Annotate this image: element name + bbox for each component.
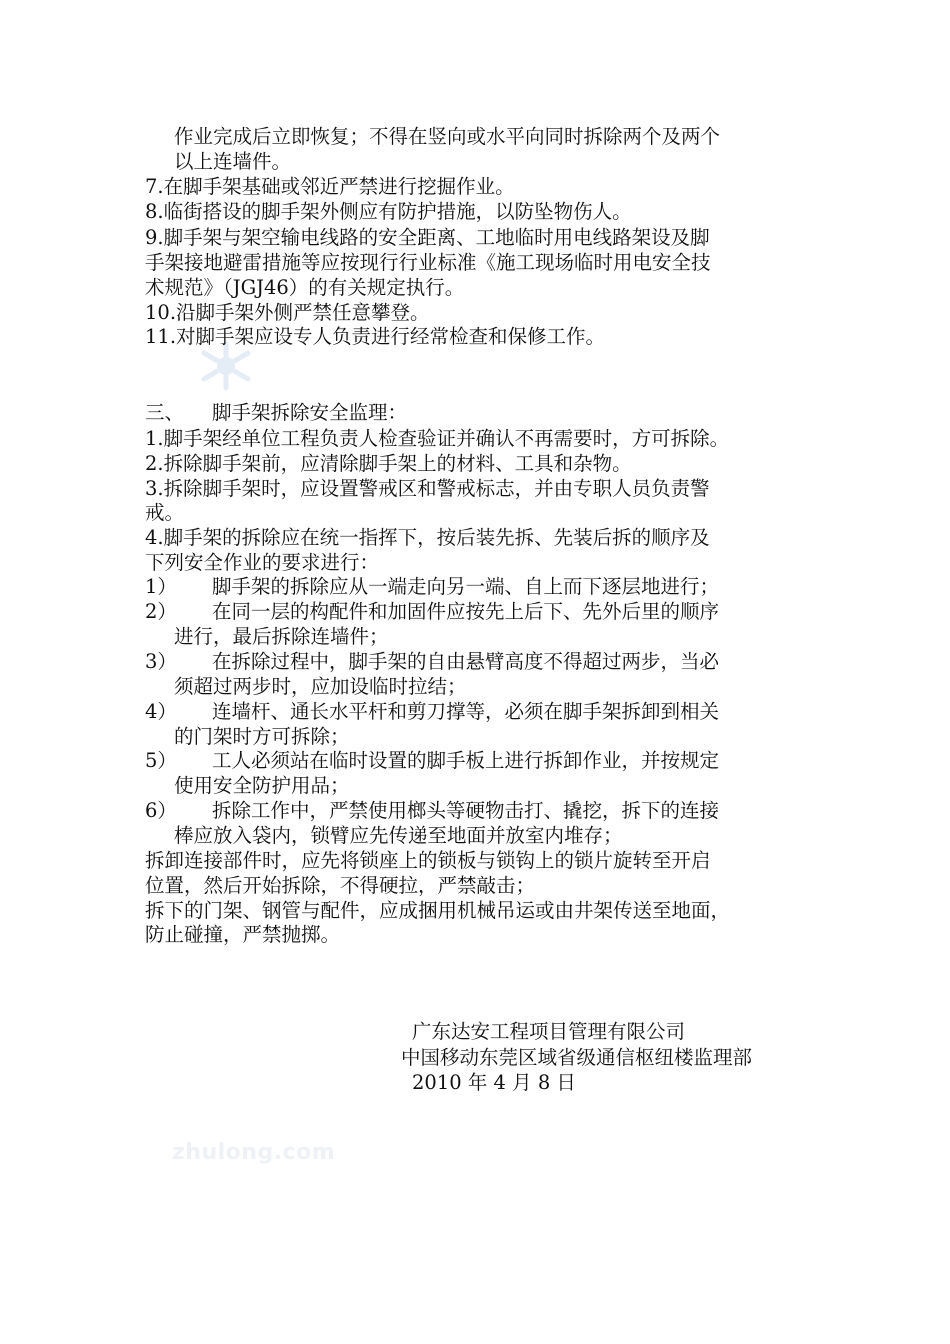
- text-line: 拆下的门架、钢管与配件，应成捆用机械吊运或由井架传送至地面，: [145, 899, 731, 922]
- sub-item-continuation: 须超过两步时，应加设临时拉结；: [174, 675, 467, 698]
- sub-item-continuation: 的门架时方可拆除；: [174, 725, 350, 748]
- list-item: 1.脚手架经单位工程负责人检查验证并确认不再需要时，方可拆除。: [145, 427, 730, 450]
- signature-date: 2010 年 4 月 8 日: [412, 1071, 576, 1094]
- list-item: 10.沿脚手架外侧严禁任意攀登。: [145, 301, 430, 324]
- sub-item: [145, 599, 719, 624]
- sub-item-number: 3）: [145, 650, 177, 673]
- list-item: 11.对脚手架应设专人负责进行经常检查和保修工作。: [145, 325, 606, 348]
- sub-item-number: 5）: [145, 749, 177, 772]
- sub-item-text: 连墙杆、通长水平杆和剪刀撑等，必须在脚手架拆卸到相关: [212, 700, 720, 723]
- sub-item: [145, 748, 719, 773]
- text-line: 手架接地避雷措施等应按现行行业标准《施工现场临时用电安全技: [145, 251, 711, 274]
- text-line: 防止碰撞，严禁抛掷。: [145, 923, 341, 946]
- text-line: 作业完成后立即恢复；不得在竖向或水平向同时拆除两个及两个: [174, 125, 721, 148]
- signature-company: 广东达安工程项目管理有限公司: [412, 1020, 686, 1043]
- sub-item-text: 拆除工作中，严禁使用榔头等硬物击打、撬挖，拆下的连接: [212, 799, 720, 822]
- sub-item-continuation: 使用安全防护用品；: [174, 774, 350, 797]
- sub-item-number: 4）: [145, 700, 177, 723]
- list-item: 8.临街搭设的脚手架外侧应有防护措施，以防坠物伤人。: [145, 200, 632, 223]
- sub-item-number: 6）: [145, 799, 177, 822]
- sub-item: [145, 798, 719, 823]
- section-heading: [145, 400, 407, 425]
- list-item: 2.拆除脚手架前，应清除脚手架上的材料、工具和杂物。: [145, 452, 632, 475]
- sub-item-text: 在拆除过程中，脚手架的自由悬臂高度不得超过两步，当必: [212, 650, 720, 673]
- text-line: 术规范》（JGJ46）的有关规定执行。: [145, 276, 465, 299]
- sub-item-number: 1）: [145, 575, 177, 598]
- section-title: 脚手架拆除安全监理：: [212, 401, 408, 424]
- list-item: 3.拆除脚手架时，应设置警戒区和警戒标志，并由专职人员负责警: [145, 477, 710, 500]
- sub-item: [145, 574, 719, 599]
- sub-item-continuation: 进行，最后拆除连墙件；: [174, 625, 389, 648]
- watermark-text: zhulong.com: [172, 1140, 336, 1165]
- sub-item-text: 脚手架的拆除应从一端走向另一端、自上而下逐层地进行；: [212, 575, 720, 598]
- list-item: 7.在脚手架基础或邻近严禁进行挖掘作业。: [145, 175, 515, 198]
- sub-item-continuation: 棒应放入袋内，锁臂应先传递至地面并放室内堆存；: [174, 824, 623, 847]
- text-line: 拆卸连接部件时，应先将锁座上的锁板与锁钩上的锁片旋转至开启: [145, 849, 711, 872]
- sub-item-text: 在同一层的构配件和加固件应按先上后下、先外后里的顺序: [212, 600, 720, 623]
- text-line: 戒。: [145, 501, 185, 524]
- sub-item: [145, 649, 719, 674]
- sub-item: [145, 699, 719, 724]
- list-item: 9.脚手架与架空输电线路的安全距离、工地临时用电线路架设及脚: [145, 226, 710, 249]
- sub-item-text: 工人必须站在临时设置的脚手板上进行拆卸作业，并按规定: [212, 749, 720, 772]
- sub-item-number: 2）: [145, 600, 177, 623]
- text-line: 位置，然后开始拆除，不得硬拉，严禁敲击；: [145, 874, 536, 897]
- list-item: 4.脚手架的拆除应在统一指挥下，按后装先拆、先装后拆的顺序及: [145, 526, 710, 549]
- text-line: 下列安全作业的要求进行：: [145, 551, 380, 574]
- section-number: 三、: [145, 401, 185, 424]
- text-line: 以上连墙件。: [174, 150, 292, 173]
- signature-department: 中国移动东莞区域省级通信枢纽楼监理部: [401, 1046, 753, 1069]
